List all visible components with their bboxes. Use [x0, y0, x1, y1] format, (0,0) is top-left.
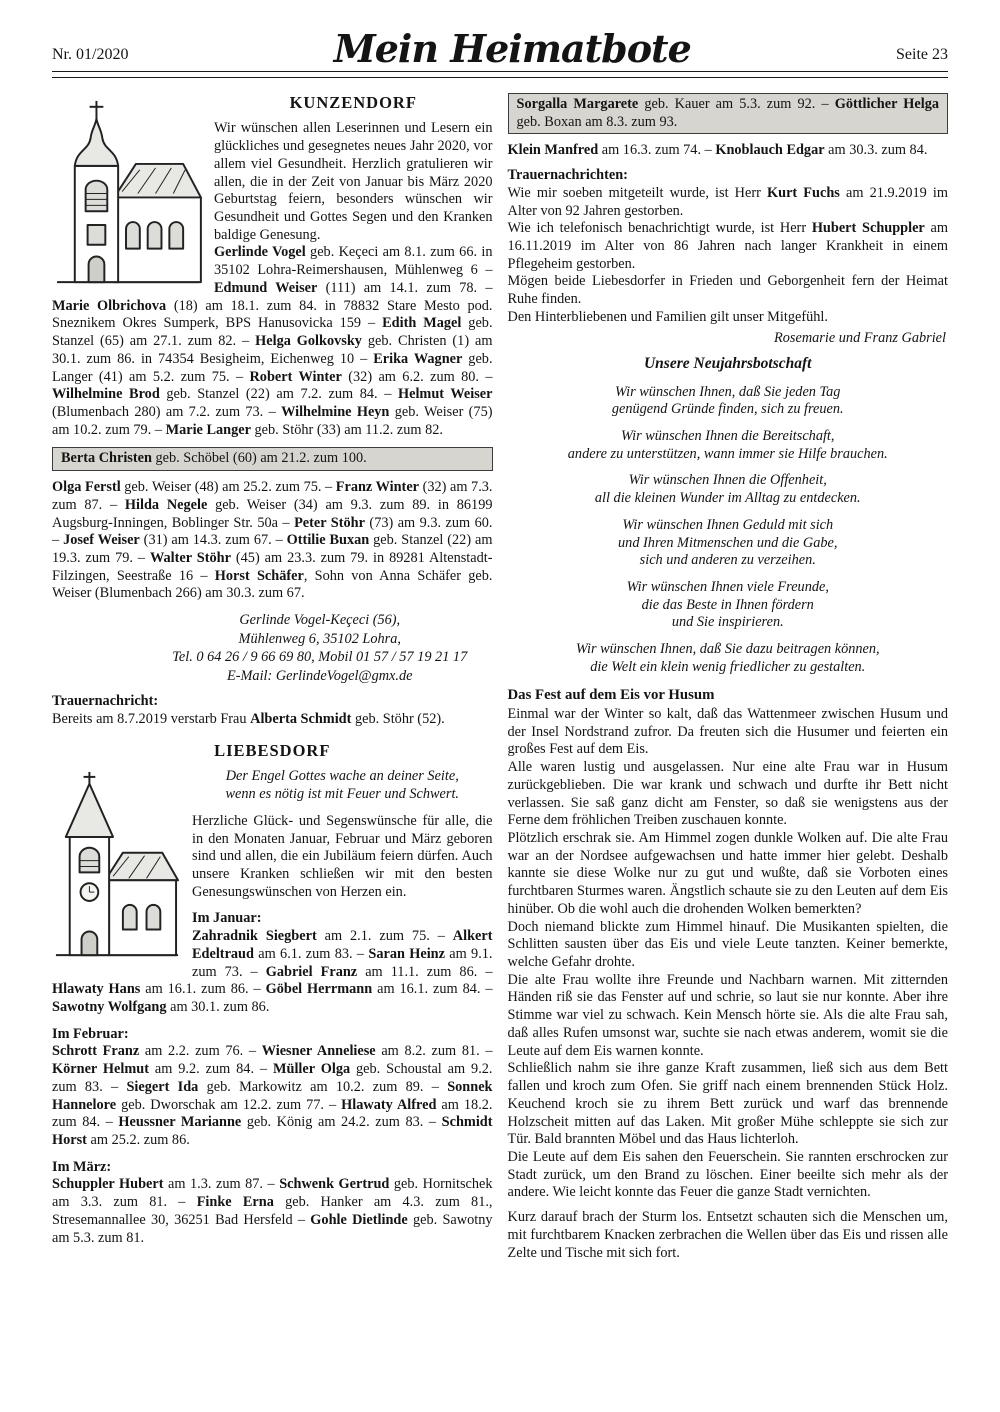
- story-paragraph: Alle waren lustig und ausgelassen. Nur eine alte Frau war in Husum zurückgeblieben. Die war krank und schwach und durfte ihr Bett nicht verlassen. Sie saß ganz dicht am Fenster, so daß sie wenigstens aus der Ferne dem fröhlichen Treiben zuschauen konnte.: [507, 759, 948, 829]
- trauer-paragraph-1: Wie mir soeben mitgeteilt wurde, ist Herr Kurt Fuchs am 21.9.2019 im Alter von 92 Jahren gestorben.: [507, 184, 948, 219]
- issue-number: Nr. 01/2020: [52, 46, 129, 63]
- kunzendorf-section: [52, 93, 493, 439]
- masthead-title: Mein Heimatbote: [333, 26, 691, 71]
- left-column: [52, 91, 493, 1262]
- sorgalla-highlight-box: Sorgalla Margarete geb. Kauer am 5.3. zum 92. – Göttlicher Helga geb. Boxan am 8.3. zum 93.: [508, 93, 949, 134]
- liebesdorf-intro: Herzliche Glück- und Segenswünsche für alle, die in den Monaten Januar, Februar und März geboren sind und allen, die ein Jubiläum feiern dürfen. Auch unsere Kranken schließen wir mit den besten Genesungswünschen von Herzen ein.: [192, 812, 493, 900]
- neujahr-stanza: Wir wünschen Ihnen Geduld mit sich und Ihren Mitmenschen und die Gabe, sich und anderen zu verzeihen.: [618, 516, 838, 569]
- january-heading: Im Januar:: [192, 910, 262, 927]
- story-paragraph: Kurz darauf brach der Sturm los. Entsetzt schauten sich die Menschen um, mit furchtbarem Knacken zerbrachen die Wellen über das Eis und rissen alle Zelte und Tische mit sich fort.: [507, 1209, 948, 1261]
- header-rule: [52, 71, 948, 78]
- story-paragraph: Plötzlich erschrak sie. Am Himmel zogen dunkle Wolken auf. Die alte Frau war an der Nordsee aufgewachsen und hatte immer hier gelebt. Deshalb kannte sie diese Wolke nur zu gut und wußte, daß sie Vorboten eines furchtbaren Sturmes waren. Ängstlich schaute sie zu den Leuten auf dem Eis hinüber. Ob die wohl auch die drohenden Wolken bemerkten?: [507, 830, 948, 917]
- story-paragraph: Doch niemand blickte zum Himmel hinauf. Die Musikanten spielten, die Schlitten sausten über das Eis und viele Leute tanzten. Keiner bemerkte, welche Gefahr drohte.: [507, 918, 948, 971]
- kunzendorf-heading: KUNZENDORF: [289, 93, 417, 112]
- february-heading: Im Februar:: [52, 1025, 129, 1042]
- kunzendorf-church-illustration: [52, 95, 202, 292]
- husum-story-heading: Das Fest auf dem Eis vor Husum: [507, 686, 715, 703]
- kunzendorf-birthdays-1: Gerlinde Vogel geb. Keçeci am 8.1. zum 66. in 35102 Lohra-Reimershausen, Mühlenweg 6 – Edmund Weiser (111) am 14.1. zum 78. – Marie Olbrichova (18) am 18.1. zum 84. in 78832 Stare Mesto pod. Sneznikem Okres Sumperk, BPS Hanusovicka 159 – Edith Magel geb. Stanzel (65) am 27.1. zum 82. – Helga Golkovsky geb. Christen (1) am 30.1. zum 86. in 74354 Besigheim, Eichenweg 10 – Erika Wagner geb. Langer (41) am 5.2. zum 75. – Robert Winter (32) am 6.2. zum 80. – Wilhelmine Brod geb. Stanzel (22) am 7.2. zum 84. – Helmut Weiser (Blumenbach 280) am 7.2. zum 73. – Wilhelmine Heyn geb. Weiser (75) am 10.2. zum 79. – Marie Langer geb. Stöhr (33) am 11.2. zum 82.: [52, 244, 493, 438]
- liebesdorf-motto: Der Engel Gottes wache an deiner Seite, wenn es nötig ist mit Feuer und Schwert.: [225, 768, 459, 803]
- right-trauer-heading: Trauernachrichten:: [507, 167, 628, 184]
- story-paragraph: Einmal war der Winter so kalt, daß das Wattenmeer zwischen Husum und der Insel Nordstrand zufror. Da freuten sich die Husumer und feierten ein großes Fest auf dem Eis.: [507, 705, 948, 758]
- march-birthdays: Schuppler Hubert am 1.3. zum 87. – Schwenk Gertrud geb. Hornitschek am 3.3. zum 81. – Finke Erna geb. Hanker am 4.3. zum 81., Stresemannallee 30, 36251 Bad Hersfeld – Gohle Dietlinde geb. Sawotny am 5.3. zum 81.: [52, 1176, 493, 1246]
- march-heading: Im März:: [52, 1158, 112, 1175]
- story-paragraph: Die Leute auf dem Eis sahen den Feuerschein. Sie rannten erschrocken zur Stadt zurück, um den Brand zu löschen. Einer beeilte sich mehr als der andere. Wie leicht konnte das Feuer die ganze Stadt vernichten.: [507, 1148, 948, 1201]
- neujahr-stanza: Wir wünschen Ihnen viele Freunde, die das Beste in Ihnen fördern und Sie inspirieren.: [626, 579, 829, 631]
- story-paragraph: Die alte Frau wollte ihre Freunde und Nachbarn warnen. Mit zitternden Händen riß sie das Fenster auf und schrie, so laut sie nur konnte. Aber ihre Stimme war viel zu schwach. Kein Mensch hörte sie. Als die alte Frau sah, daß alles Rufen umsonst war, suchte sie nach etwas anderem, womit sie die Leute auf dem Eis warnen konnte.: [507, 971, 948, 1059]
- kunzendorf-birthdays-2: Olga Ferstl geb. Weiser (48) am 25.2. zum 75. – Franz Winter (32) am 7.3. zum 87. – Hilda Negele geb. Weiser (34) am 9.3. zum 89. in 86199 Augsburg-Inningen, Boblinger Str. 50a – Peter Stöhr (73) am 9.3. zum 60. – Josef Weiser (31) am 14.3. zum 67. – Ottilie Buxan geb. Stanzel (22) am 19.3. zum 79. – Walter Stöhr (45) am 23.3. zum 79. in 89281 Altenstadt-Filzingen, Seestraße 16 – Horst Schäfer, Sohn von Anna Schäfer geb. Weiser (Blumenbach 266) am 30.3. zum 67.: [52, 479, 493, 602]
- story-paragraph: Schließlich nahm sie ihre ganze Kraft zusammen, ließ sich aus dem Bett fallen und kroch zum Ofen. Sie griff nach einem brennenden Stück Holz. Keuchend kroch sie zu ihrem Bett zurück und warf das brennende Holzscheit mitten auf das Laken. Mit großer Mühe schleppte sie sich zur Tür. Bald brannten Möbel und das Haus lichterloh.: [507, 1060, 948, 1148]
- contact-block: Gerlinde Vogel-Keçeci (56), Mühlenweg 6, 35102 Lohra, Tel. 0 64 26 / 9 66 69 80, Mobil 01 57 / 57 19 21 17 E-Mail: GerlindeVogel@gmx.de: [172, 612, 468, 684]
- kunzendorf-trauer-text: Bereits am 8.7.2019 verstarb Frau Alberta Schmidt geb. Stöhr (52).: [52, 711, 445, 728]
- right-column: [508, 91, 949, 1262]
- liebesdorf-heading: LIEBESDORF: [214, 740, 331, 760]
- kunzendorf-intro: Wir wünschen allen Leserinnen und Lesern ein glückliches und gesegnetes neues Jahr 2020, vor allem viel Gesundheit. Herzlich gratulieren wir allen, die in der Zeit von Januar bis März 2020 Geburtstag feiern, besonders wünschen wir Gesundheit und Gottes Segen und den Kranken baldige Genesung.: [214, 120, 493, 243]
- page-number: Seite 23: [896, 46, 948, 63]
- right-birthdays: Klein Manfred am 16.3. zum 74. – Knoblauch Edgar am 30.3. zum 84.: [507, 142, 928, 159]
- neujahr-stanza: Wir wünschen Ihnen, daß Sie jeden Tag genügend Gründe finden, sich zu freuen.: [611, 383, 844, 418]
- liebesdorf-section: [52, 741, 493, 1017]
- berta-christen-highlight-box: Berta Christen geb. Schöbel (60) am 21.2. zum 100.: [52, 447, 493, 471]
- two-column-body: [52, 91, 948, 1262]
- neujahr-stanza: Wir wünschen Ihnen die Offenheit, all die kleinen Wunder im Alltag zu entdecken.: [594, 472, 861, 507]
- page-header: [52, 26, 948, 71]
- neujahr-stanza: Wir wünschen Ihnen die Bereitschaft, andere zu unterstützen, wann immer sie Hilfe brauchen.: [567, 428, 888, 462]
- neujahr-stanza: Wir wünschen Ihnen, daß Sie dazu beitragen können, die Welt ein klein wenig friedlicher zu gestalten.: [575, 641, 880, 675]
- trauer-paragraph-4: Den Hinterbliebenen und Familien gilt unser Mitgefühl.: [507, 308, 828, 325]
- kunzendorf-trauer-heading: Trauernachricht:: [52, 693, 159, 710]
- trauer-paragraph-2: Wie ich telefonisch benachrichtigt wurde, ist Herr Hubert Schuppler am 16.11.2019 im Alter von 86 Jahren nach langer Krankheit in einem Pflegeheim gestorben.: [507, 220, 948, 272]
- trauer-paragraph-3: Mögen beide Liebesdorfer in Frieden und Geborgenheit fern der Heimat Ruhe finden.: [507, 273, 948, 308]
- neujahr-heading: Unsere Neujahrsbotschaft: [643, 355, 812, 373]
- liebesdorf-church-illustration: [52, 770, 180, 962]
- february-birthdays: Schrott Franz am 2.2. zum 76. – Wiesner Anneliese am 8.2. zum 81. – Körner Helmut am 9.2. zum 84. – Müller Olga geb. Schoustal am 9.2. zum 83. – Siegert Ida geb. Markowitz am 10.2. zum 89. – Sonnek Hannelore geb. Dworschak am 12.2. zum 77. – Hlawaty Alfred am 18.2. zum 84. – Heussner Marianne geb. König am 24.2. zum 83. – Schmidt Horst am 25.2. zum 86.: [52, 1043, 493, 1148]
- signature: Rosemarie und Franz Gabriel: [774, 329, 946, 346]
- january-birthdays: Zahradnik Siegbert am 2.1. zum 75. – Alkert Edeltraud am 6.1. zum 83. – Saran Heinz am 9.1. zum 73. – Gabriel Franz am 11.1. zum 86. – Hlawaty Hans am 16.1. zum 86. – Göbel Herrmann am 16.1. zum 84. – Sawotny Wolfgang am 30.1. zum 86.: [52, 928, 493, 1015]
